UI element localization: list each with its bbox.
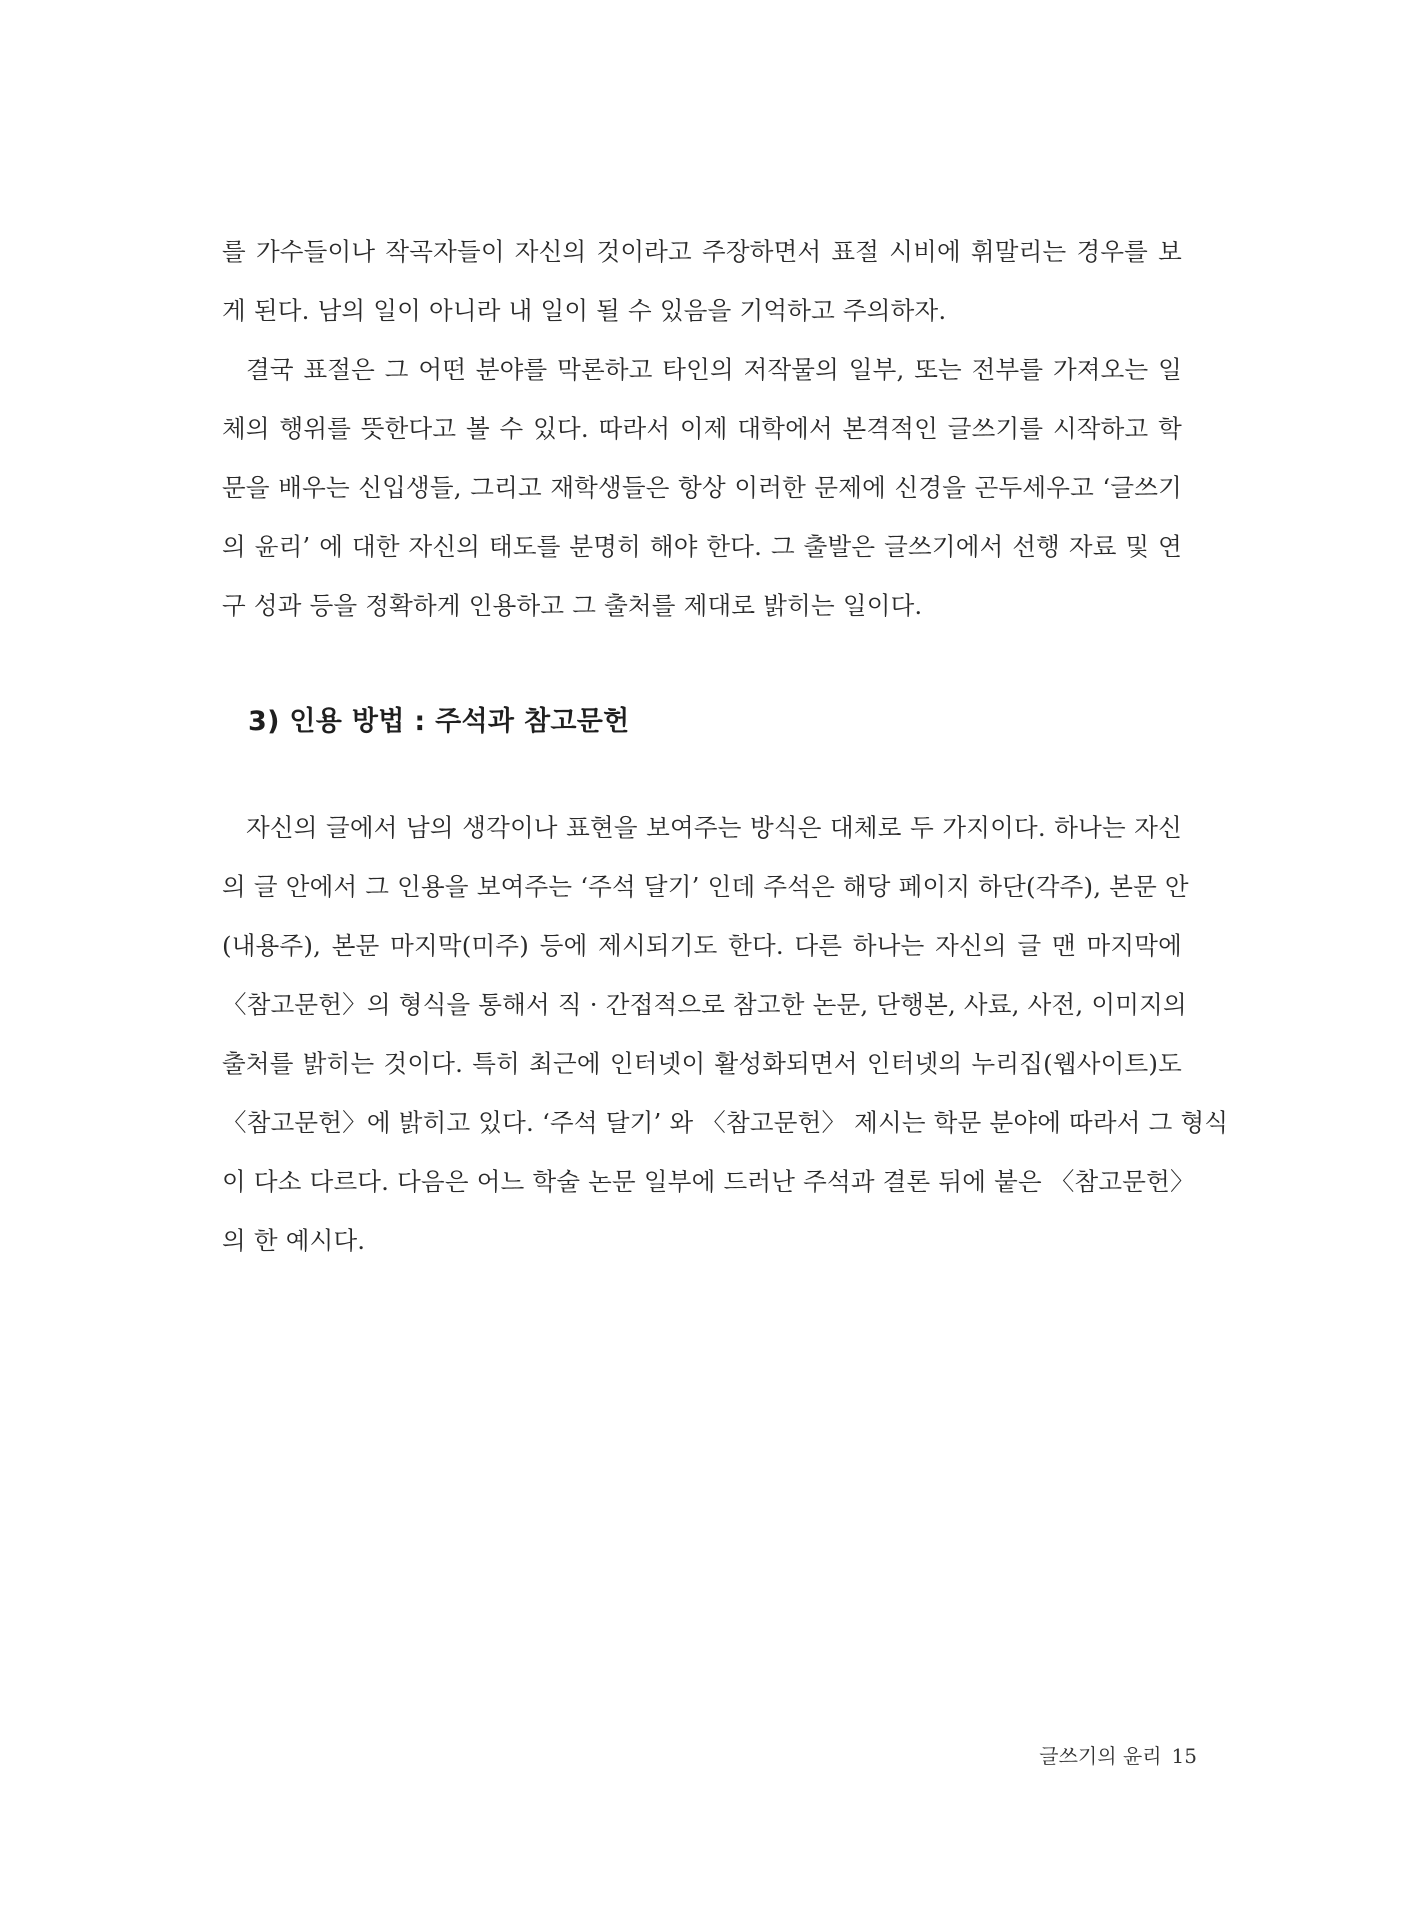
text-line: 〈참고문헌〉에 밝히고 있다. ‘주석 달기’ 와 〈참고문헌〉 제시는 학문 분야에 따라서 그 형식 [222,1108,1229,1137]
text-line: 의 윤리’ 에 대한 자신의 태도를 분명히 해야 한다. 그 출발은 글쓰기에서 선행 자료 및 연 [222,532,1182,561]
text-line: 자신의 글에서 남의 생각이나 표현을 보여주는 방식은 대체로 두 가지이다. 하나는 자신 [246,813,1182,842]
running-title: 글쓰기의 윤리 [1039,1744,1162,1768]
paragraph-2 [222,798,1229,1270]
text-line: 결국 표절은 그 어떤 분야를 막론하고 타인의 저작물의 일부, 또는 전부를 가져오는 일 [246,355,1182,384]
text-line: 의 한 예시다. [222,1226,366,1255]
text-line: 체의 행위를 뜻한다고 볼 수 있다. 따라서 이제 대학에서 본격적인 글쓰기를 시작하고 학 [222,414,1182,443]
page-number: 15 [1171,1744,1197,1768]
text-line: 문을 배우는 신입생들, 그리고 재학생들은 항상 이러한 문제에 신경을 곤두세우고 ‘글쓰기 [222,473,1182,502]
paragraph-1 [222,222,1182,635]
text-line: 출처를 밝히는 것이다. 특히 최근에 인터넷이 활성화되면서 인터넷의 누리집(웹사이트)도 [222,1049,1182,1078]
text-line: (내용주), 본문 마지막(미주) 등에 제시되기도 한다. 다른 하나는 자신의 글 맨 마지막에 [222,931,1182,960]
text-line: 의 글 안에서 그 인용을 보여주는 ‘주석 달기’ 인데 주석은 해당 페이지 하단(각주), 본문 안 [222,872,1189,901]
text-line: 이 다소 다르다. 다음은 어느 학술 논문 일부에 드러난 주석과 결론 뒤에 붙은 〈참고문헌〉 [222,1167,1195,1196]
text-line: 게 된다. 남의 일이 아니라 내 일이 될 수 있음을 기억하고 주의하자. [222,296,947,325]
section-heading: 3) 인용 방법 : 주석과 참고문헌 [248,706,630,737]
text-line: 〈참고문헌〉의 형식을 통해서 직 · 간접적으로 참고한 논문, 단행본, 사료, 사전, 이미지의 [222,990,1187,1019]
text-line: 를 가수들이나 작곡자들이 자신의 것이라고 주장하면서 표절 시비에 휘말리는 경우를 보 [222,237,1182,266]
page-footer [1039,1740,1197,1769]
text-line: 구 성과 등을 정확하게 인용하고 그 출처를 제대로 밝히는 일이다. [222,591,923,620]
